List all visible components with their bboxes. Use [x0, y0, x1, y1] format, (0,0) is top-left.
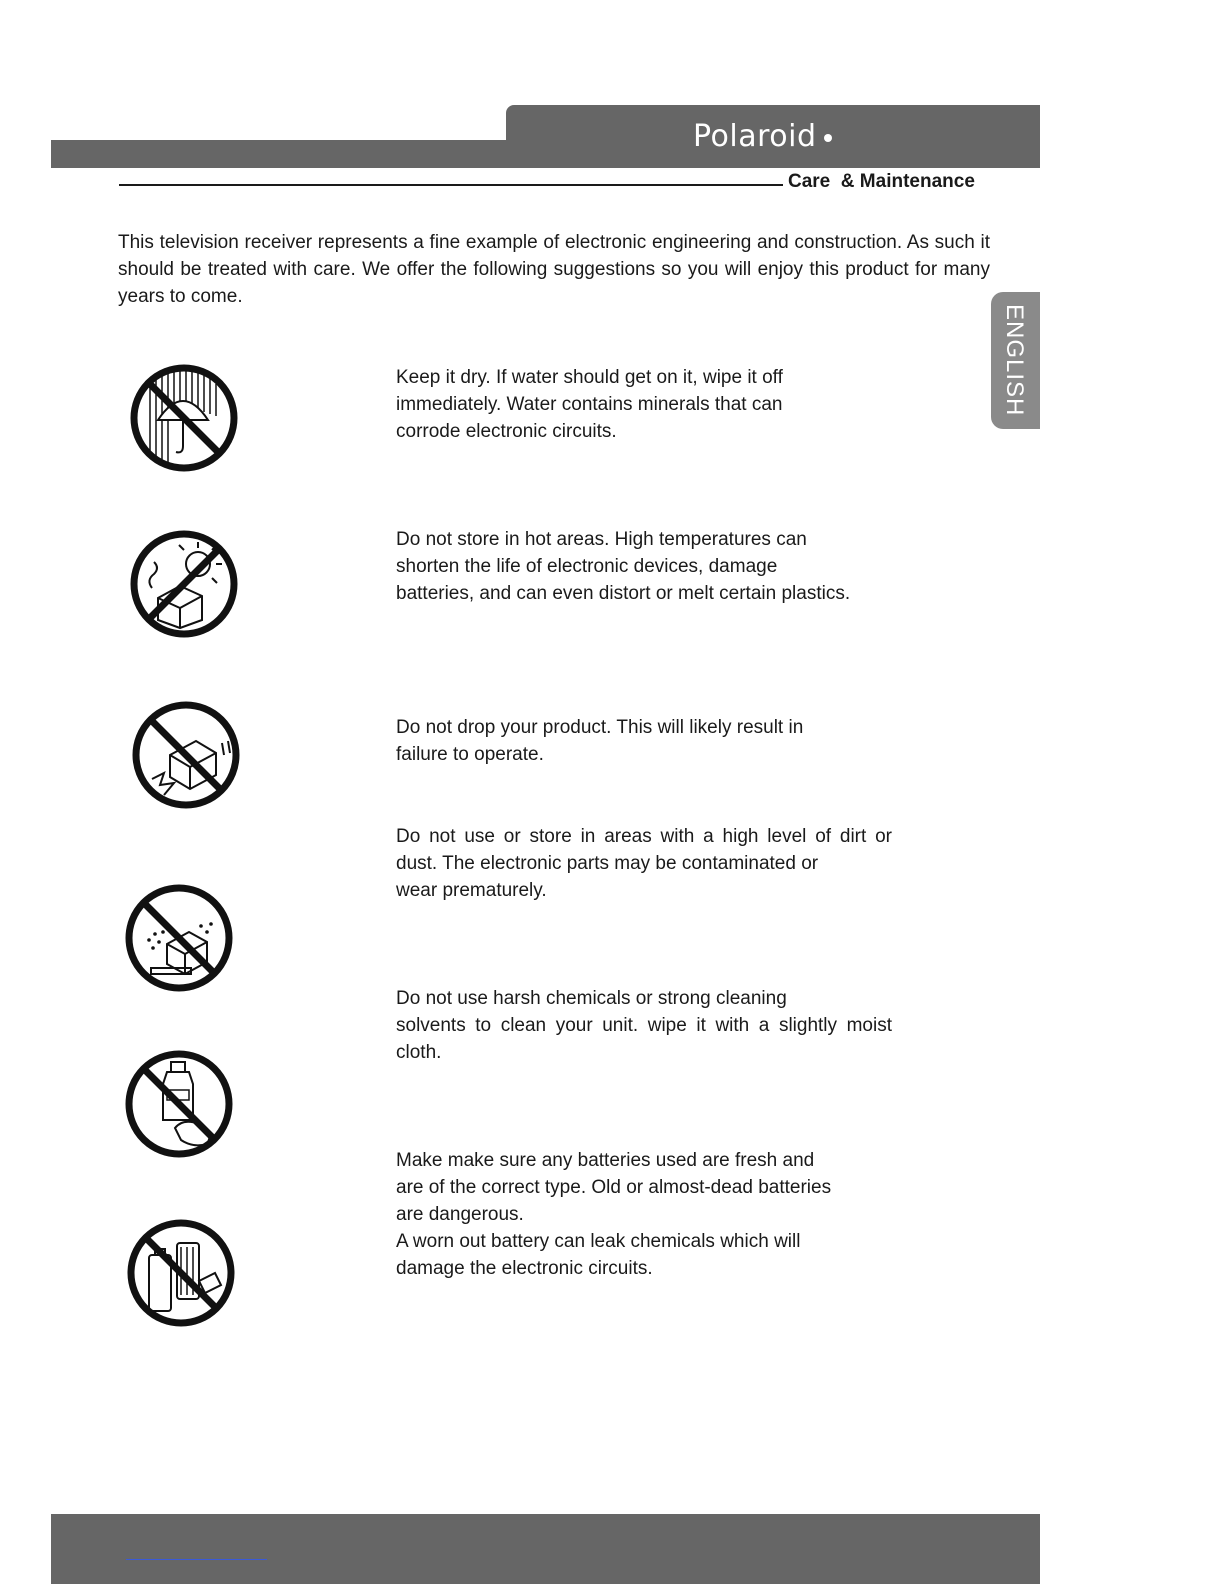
brand-name: Polaroid — [693, 118, 817, 154]
item-line: corrode electronic circuits. — [396, 421, 617, 442]
no-drop-icon — [130, 699, 242, 811]
item-line: Keep it dry. If water should get on it, wipe it off — [396, 367, 783, 388]
language-tab-label: ENGLISH — [1001, 303, 1028, 417]
item-line: solvents to clean your unit. wipe it with a slightly moist — [396, 1015, 892, 1036]
item-line: A worn out battery can leak chemicals which will — [396, 1231, 801, 1252]
item-line: batteries, and can even distort or melt certain plastics. — [396, 583, 851, 604]
header-notch — [51, 105, 506, 140]
item-heat-text — [396, 526, 850, 607]
no-chemicals-icon — [123, 1048, 235, 1160]
item-line: failure to operate. — [396, 744, 544, 765]
no-bad-batteries-icon — [125, 1217, 237, 1329]
no-heat-icon — [128, 528, 240, 640]
item-line: are dangerous. — [396, 1204, 524, 1225]
section-title: Care & Maintenance — [788, 171, 975, 192]
item-line: shorten the life of electronic devices, damage — [396, 556, 778, 577]
item-line: are of the correct type. Old or almost-dead batteries — [396, 1177, 832, 1198]
section-title-rule — [119, 184, 783, 186]
footer-underline — [126, 1559, 267, 1560]
item-line: Make make sure any batteries used are fresh and — [396, 1150, 815, 1171]
footer-bar — [51, 1514, 1040, 1584]
item-line: Do not drop your product. This will likely result in — [396, 717, 804, 738]
item-line: cloth. — [396, 1042, 442, 1063]
intro-paragraph: This television receiver represents a fine example of electronic engineering and construction. As such it should be treated with care. We offer the following suggestions so you will enjoy this product for many years to come. — [118, 232, 990, 307]
no-dust-icon — [123, 882, 235, 994]
item-water-text — [396, 364, 783, 445]
item-line: Do not use or store in areas with a high level of dirt or — [396, 826, 892, 847]
item-line: dust. The electronic parts may be contaminated or — [396, 853, 819, 874]
item-drop-text — [396, 714, 803, 768]
brand-logo — [693, 116, 832, 156]
item-line: damage the electronic circuits. — [396, 1258, 653, 1279]
no-water-icon — [128, 362, 240, 474]
item-line: Do not use harsh chemicals or strong cleaning — [396, 988, 787, 1009]
item-dust-text — [396, 823, 892, 904]
item-chemicals-text — [396, 985, 892, 1066]
item-line: immediately. Water contains minerals that can — [396, 394, 783, 415]
brand-dot-icon — [824, 134, 832, 142]
item-batteries-text — [396, 1147, 831, 1282]
item-line: Do not store in hot areas. High temperatures can — [396, 529, 807, 550]
item-line: wear prematurely. — [396, 880, 547, 901]
